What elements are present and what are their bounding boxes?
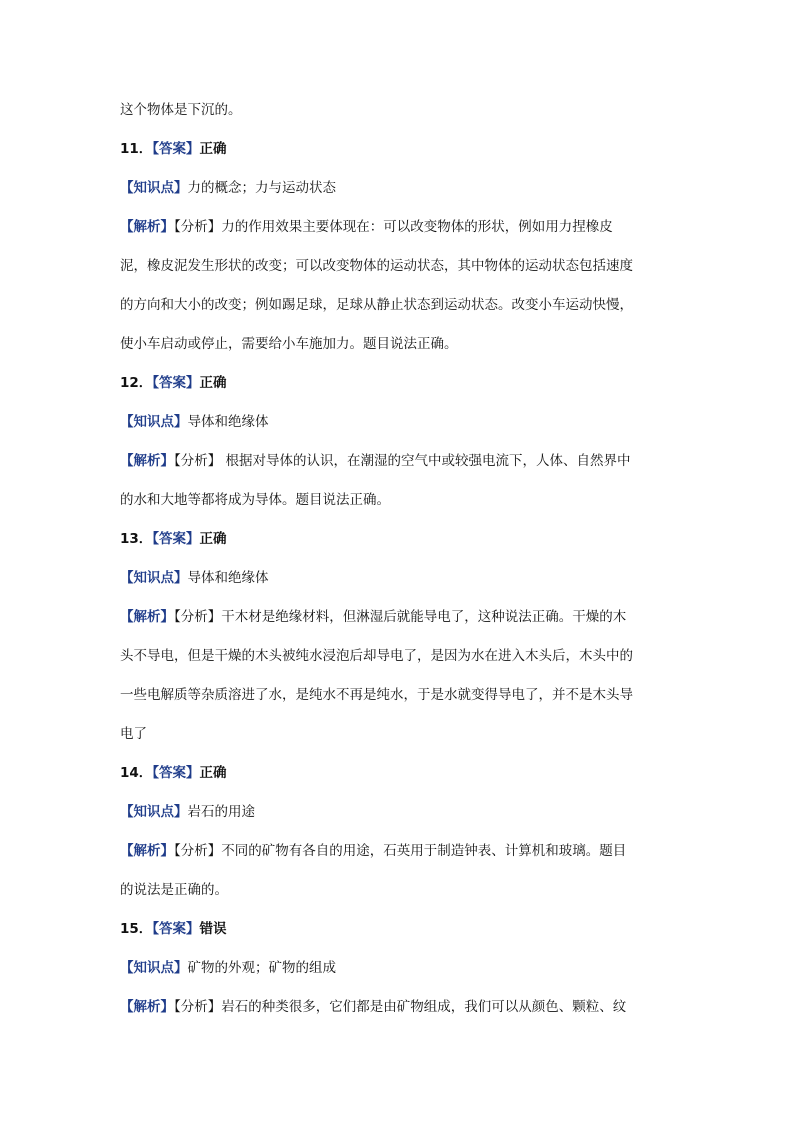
knowledge-tag: 【知识点】 [120,180,188,196]
q11-analysis-text: 使小车启动或停止，需要给小车施加力。题目说法正确。 [120,336,458,352]
knowledge-tag: 【知识点】 [120,570,188,586]
q11-analysis-cont [120,334,680,354]
q13-analysis-line [120,607,680,627]
q13-analysis-cont [120,724,680,744]
q14-knowledge: 岩石的用途 [187,804,255,820]
knowledge-tag: 【知识点】 [120,414,188,430]
q12-answer: 正确 [199,375,227,391]
answer-tag: 【答案】 [152,141,200,157]
q11-number: 11． [120,141,153,157]
q12-analysis-cont [120,490,680,510]
answer-tag: 【答案】 [152,765,200,781]
q11-analysis-cont [120,295,680,315]
q13-analysis-text: 一些电解质等杂质溶进了水，是纯水不再是纯水，于是水就变得导电了，并不是木头导 [120,687,633,703]
q12-analysis-text: 的水和大地等都将成为导体。题目说法正确。 [120,492,390,508]
analysis-tag: 【解析】 [120,999,174,1015]
q14-analysis-cont [120,880,680,900]
q13-answer-line [120,529,680,549]
q15-analysis-text: 岩石的种类很多，它们都是由矿物组成，我们可以从颜色、颗粒、纹 [221,999,627,1015]
q11-analysis-text: 泥，橡皮泥发生形状的改变；可以改变物体的运动状态，其中物体的运动状态包括速度 [120,258,633,274]
intro-line [120,100,680,120]
q11-analysis-text: 力的作用效果主要体现在：可以改变物体的形状，例如用力捏橡皮 [221,219,613,235]
q14-analysis-text: 的说法是正确的。 [120,882,228,898]
q12-knowledge-line [120,412,680,432]
q15-answer: 错误 [199,921,227,937]
q12-knowledge: 导体和绝缘体 [187,414,269,430]
answer-tag: 【答案】 [152,531,200,547]
q15-analysis-line [120,997,680,1017]
q13-analysis-cont [120,685,680,705]
q14-analysis-line [120,841,680,861]
q11-answer: 正确 [199,141,227,157]
q11-knowledge: 力的概念；力与运动状态 [187,180,336,196]
fenxi-tag: 【分析】 [174,843,222,859]
q13-knowledge-line [120,568,680,588]
q13-knowledge: 导体和绝缘体 [187,570,269,586]
q15-knowledge: 矿物的外观；矿物的组成 [187,960,336,976]
intro-text: 这个物体是下沉的。 [120,102,242,118]
analysis-tag: 【解析】 [120,843,174,859]
answer-tag: 【答案】 [152,921,200,937]
q13-analysis-text: 电了 [120,726,147,742]
q11-answer-line [120,139,680,159]
q14-answer: 正确 [199,765,227,781]
q11-analysis-line [120,217,680,237]
q13-analysis-text: 头不导电，但是干燥的木头被纯水浸泡后却导电了，是因为水在进入木头后，木头中的 [120,648,633,664]
answer-tag: 【答案】 [152,375,200,391]
q14-knowledge-line [120,802,680,822]
q13-answer: 正确 [199,531,227,547]
fenxi-tag: 【分析】 [174,999,222,1015]
knowledge-tag: 【知识点】 [120,804,188,820]
q15-answer-line [120,919,680,939]
q11-analysis-text: 的方向和大小的改变；例如踢足球，足球从静止状态到运动状态。改变小车运动快慢， [120,297,633,313]
q12-answer-line [120,373,680,393]
q13-analysis-text: 干木材是绝缘材料，但淋湿后就能导电了，这种说法正确。干燥的木 [221,609,627,625]
fenxi-tag: 【分析】 [174,453,222,469]
q15-knowledge-line [120,958,680,978]
q12-analysis-text: 根据对导体的认识，在潮湿的空气中或较强电流下，人体、自然界中 [221,453,631,469]
q11-analysis-cont [120,256,680,276]
analysis-tag: 【解析】 [120,453,174,469]
analysis-tag: 【解析】 [120,609,174,625]
q14-answer-line [120,763,680,783]
fenxi-tag: 【分析】 [174,219,222,235]
analysis-tag: 【解析】 [120,219,174,235]
q11-knowledge-line [120,178,680,198]
q14-analysis-text: 不同的矿物有各自的用途，石英用于制造钟表、计算机和玻璃。题目 [221,843,627,859]
fenxi-tag: 【分析】 [174,609,222,625]
q13-analysis-cont [120,646,680,666]
q13-number: 13． [120,531,153,547]
knowledge-tag: 【知识点】 [120,960,188,976]
q12-number: 12． [120,375,153,391]
q15-number: 15． [120,921,153,937]
q12-analysis-line [120,451,680,471]
q14-number: 14． [120,765,153,781]
